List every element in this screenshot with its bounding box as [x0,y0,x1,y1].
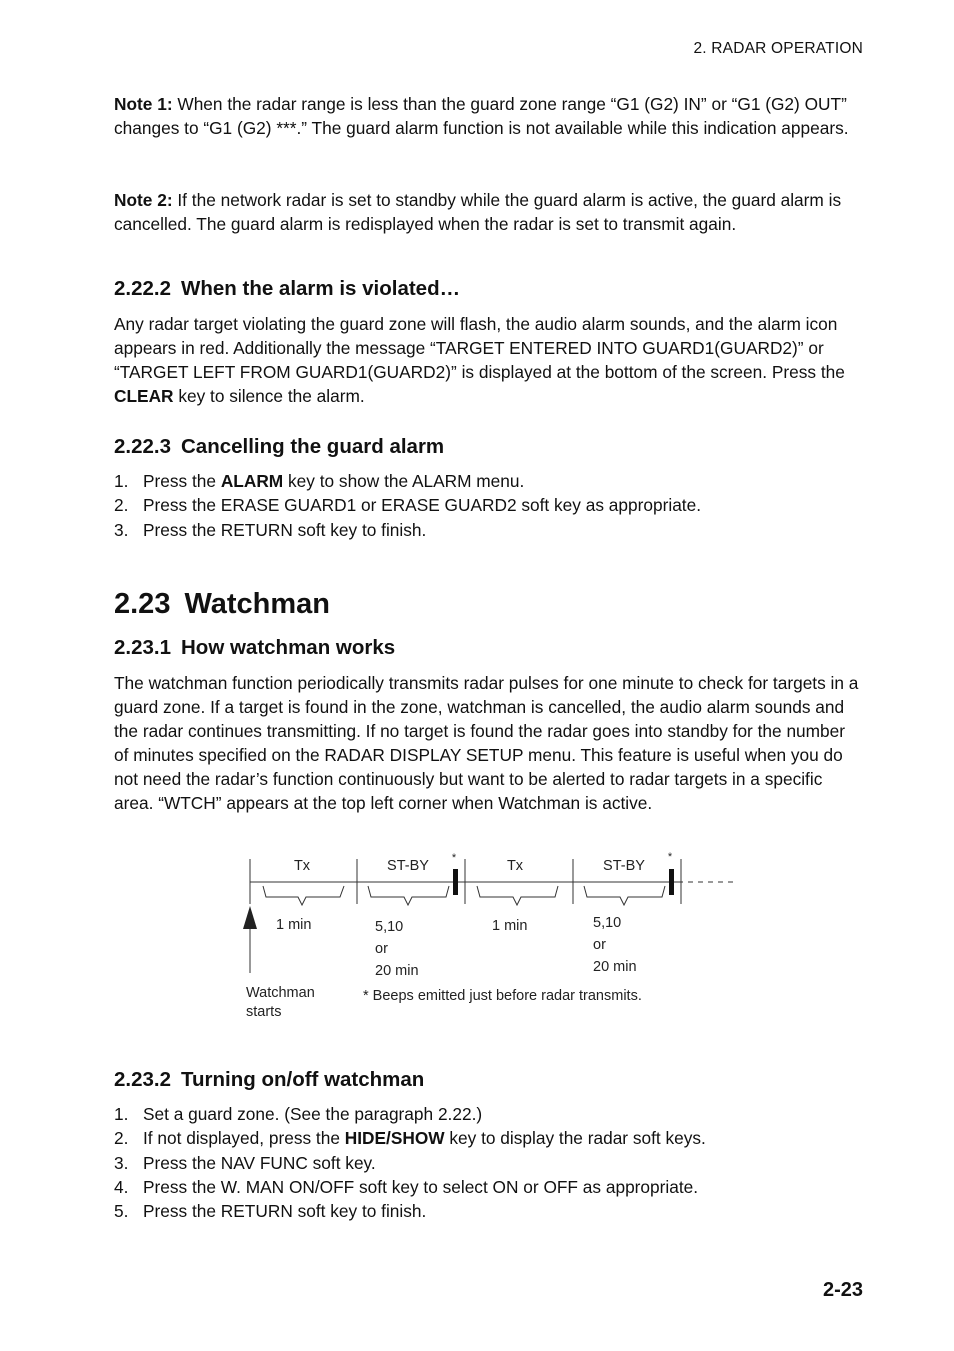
step-text: Press the ERASE GUARD1 or ERASE GUARD2 soft key as appropriate. [143,495,702,516]
heading-number: 2.23.1 [114,636,171,659]
step-number: 4. [114,1176,129,1197]
heading-title: Watchman [184,588,331,620]
label-tx-1: Tx [293,858,311,874]
heading-title: Cancelling the guard alarm [181,435,445,458]
heading-title: How watchman works [181,636,396,659]
step-text: Press the NAV FUNC soft key. [143,1152,376,1173]
duration-stby-1-line-3: 20 min [375,963,419,979]
step-text: Set a guard zone. (See the paragraph 2.22.) [143,1104,483,1124]
running-header: 2. RADAR OPERATION [693,40,863,57]
step-text: Press the RETURN soft key to finish. [143,1201,427,1222]
heading-2-22-2 [114,277,460,301]
step-number: 2. [114,495,129,516]
heading-number: 2.23.2 [114,1068,171,1091]
step-text: Press the W. MAN ON/OFF soft key to select ON or OFF as appropriate. [143,1176,699,1197]
beep-marker-2 [669,869,674,895]
watchman-toggle-steps [114,1102,859,1223]
brace-stby1 [368,886,449,905]
heading-2-23-1 [114,636,395,660]
label-stby-1: ST-BY [387,858,429,874]
step-text: Press the [143,471,221,491]
list-item [114,493,859,517]
brace-stby2 [584,886,665,905]
watchman-description: The watchman function periodically transmits radar pulses for one minute to check for targets in a guard zone. If a target is found in the zone, watchman is cancelled, the audio alarm sounds and the radar continues transmitting. If no target is found the radar goes into standby for the number of minutes specified on the RADAR DISPLAY SETUP menu. This feature is useful when you do not need the radar’s function continuously but want to be alerted to radar targets in a specific area. “WTCH” appears at the top left corner when Watchman is active. [114,673,859,813]
duration-stby-2-line-3: 20 min [593,959,637,975]
key-name-hide-show: HIDE/SHOW [344,1128,445,1149]
label-tx-2: Tx [506,858,524,874]
step-text: key to display the radar soft keys. [444,1128,706,1149]
list-item [114,1199,859,1223]
key-name-alarm: ALARM [220,471,284,491]
watchman-starts-line-1: Watchman [246,985,315,1001]
watchman-timing-diagram [230,845,750,1030]
heading-number: 2.22.2 [114,277,171,300]
page-number: 2-23 [822,1279,863,1301]
note-1 [114,92,859,140]
list-item [114,469,859,493]
heading-number: 2.22.3 [114,435,171,458]
list-item [114,1102,859,1126]
brace-tx2 [477,886,558,905]
start-arrow-head [243,906,257,929]
note-2-text: If the network radar is set to standby while the guard alarm is active, the guard alarm is cancelled. The guard alarm is redisplayed when the radar is set to transmit again. [114,190,842,234]
watchman-starts-line-2: starts [246,1004,282,1020]
step-number: 3. [114,519,129,540]
step-number: 1. [114,1104,129,1124]
step-text: key to show the ALARM menu. [283,471,525,491]
body-text: Any radar target violating the guard zone will flash, the audio alarm sounds, and the alarm icon appears in red. Additionally the message “TARGET ENTERED INTO GUARD1(GUARD2)” or “TARGET LEFT FROM GUARD1(GUARD2)” is displayed at the bottom of the screen. Press the [114,314,845,382]
duration-stby-1-line-2: or [375,941,388,957]
duration-tx-1: 1 min [276,917,312,933]
heading-number: 2.23 [114,588,171,620]
heading-2-23-2 [114,1068,424,1092]
alarm-violated-paragraph [114,312,859,408]
cancel-guard-steps [114,469,859,542]
note-2 [114,188,859,236]
list-item [114,1175,859,1199]
step-text: If not displayed, press the [143,1128,345,1149]
heading-title: When the alarm is violated… [181,277,461,300]
heading-2-22-3 [114,435,444,459]
duration-tx-2: 1 min [492,918,528,934]
note-1-text: When the radar range is less than the guard zone range “G1 (G2) IN” or “G1 (G2) OUT” changes to “G1 (G2) ***.” The guard alarm function is not available while this indication appears. [114,94,849,138]
label-stby-2: ST-BY [603,858,645,874]
step-text: Press the RETURN soft key to finish. [143,519,427,540]
step-number: 1. [114,471,129,491]
beep-marker-1 [453,869,458,895]
beep-asterisk-2: * [667,851,673,863]
list-item [114,1151,859,1175]
heading-2-23 [114,588,330,621]
note-2-label: Note 2: [114,190,173,210]
list-item [114,518,859,542]
step-number: 2. [114,1128,129,1149]
beep-footnote: * Beeps emitted just before radar transmits. [363,988,642,1004]
note-1-label: Note 1: [114,94,173,114]
duration-stby-1-line-1: 5,10 [375,919,404,935]
brace-tx1 [263,886,344,905]
heading-title: Turning on/off watchman [181,1068,425,1091]
key-name-clear: CLEAR [114,386,174,406]
duration-stby-2-line-2: or [593,937,606,953]
duration-stby-2-line-1: 5,10 [593,915,622,931]
step-number: 3. [114,1152,129,1173]
list-item [114,1126,859,1150]
body-text: key to silence the alarm. [173,386,365,406]
step-number: 5. [114,1201,129,1222]
beep-asterisk-1: * [451,852,457,864]
